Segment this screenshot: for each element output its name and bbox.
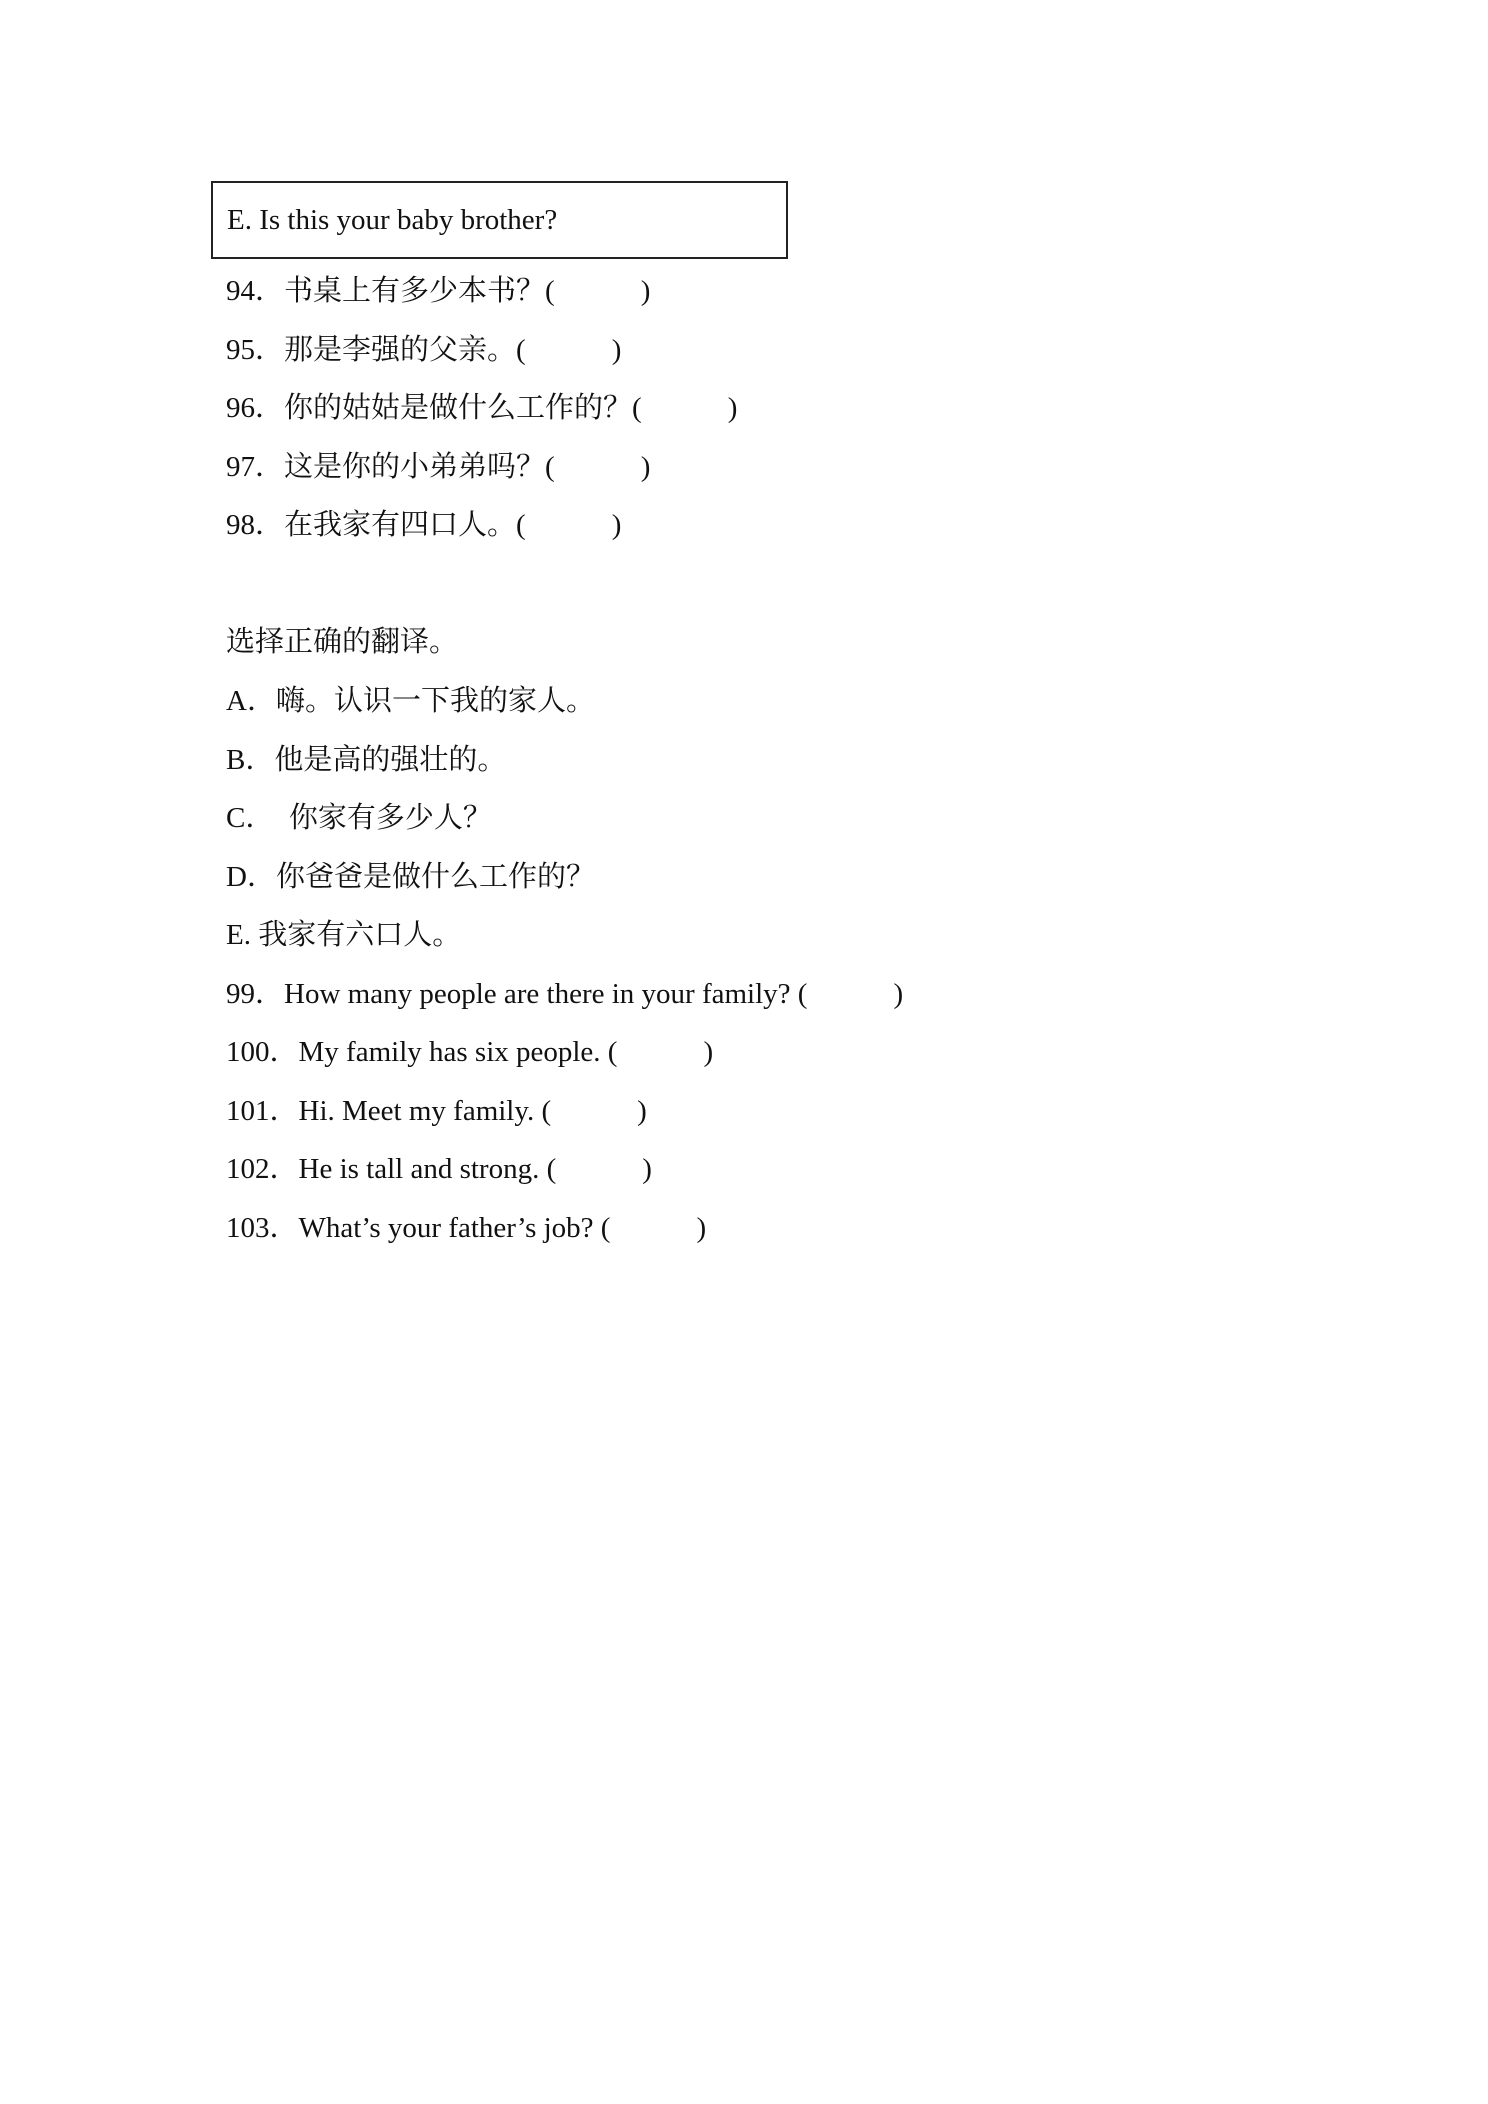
question-text: How many people are there in your family? (: [284, 978, 808, 1010]
question-number: 97．: [226, 451, 285, 483]
question-number: 98．: [226, 509, 285, 541]
option-a: [226, 681, 595, 721]
question-95: [226, 330, 621, 370]
close-paren: ): [611, 334, 622, 366]
option-text: 你家有多少人？: [274, 802, 492, 834]
question-number: 95．: [226, 334, 285, 366]
question-97: [226, 447, 650, 487]
question-text: 那是李强的父亲。(: [284, 334, 526, 366]
question-text: 书桌上有多少本书？(: [284, 275, 555, 307]
question-103: [226, 1208, 706, 1248]
question-number: 99．: [226, 978, 285, 1010]
close-paren: ): [893, 978, 904, 1010]
question-96: [226, 388, 737, 428]
question-text: 你的姑姑是做什么工作的？(: [284, 392, 642, 424]
close-paren: ): [727, 392, 738, 424]
option-c: [226, 798, 492, 838]
close-paren: ): [640, 275, 651, 307]
close-paren: ): [642, 1153, 652, 1185]
option-box-text: E. Is this your baby brother?: [227, 204, 558, 236]
question-100: [226, 1032, 713, 1072]
option-b: [226, 740, 506, 780]
question-99: [226, 974, 903, 1014]
question-number: 96．: [226, 392, 285, 424]
option-text: 他是高的强壮的。: [274, 744, 507, 776]
option-label: A．: [226, 685, 276, 717]
option-text: 嗨。认识一下我的家人。: [275, 685, 595, 717]
close-paren: ): [640, 451, 651, 483]
question-101: [226, 1091, 647, 1131]
question-94: [226, 271, 650, 311]
question-number: 101．: [226, 1095, 299, 1127]
question-number: 94．: [226, 275, 285, 307]
question-text: 在我家有四口人。(: [284, 509, 526, 541]
close-paren: ): [703, 1036, 714, 1068]
question-98: [226, 505, 621, 545]
close-paren: ): [611, 509, 622, 541]
question-text: 这是你的小弟弟吗？(: [284, 451, 555, 483]
question-102: [226, 1149, 652, 1189]
question-number: 103．: [226, 1212, 299, 1244]
question-number: 100．: [226, 1036, 299, 1068]
option-label: E.: [226, 919, 251, 951]
question-number: 102．: [226, 1153, 299, 1185]
option-e: [226, 915, 461, 955]
option-box-e: [211, 181, 788, 259]
question-text: He is tall and strong. (: [298, 1153, 557, 1185]
option-text: 你爸爸是做什么工作的？: [275, 861, 595, 893]
option-label: D．: [226, 861, 276, 893]
option-label: C．: [226, 802, 275, 834]
question-text: Hi. Meet my family. (: [298, 1095, 552, 1127]
section-instruction: [226, 622, 458, 662]
option-d: [226, 857, 595, 897]
option-label: B．: [226, 744, 275, 776]
instruction-text: 选择正确的翻译。: [226, 626, 459, 658]
question-text: My family has six people. (: [298, 1036, 618, 1068]
close-paren: ): [696, 1212, 707, 1244]
option-text: 我家有六口人。: [250, 919, 462, 951]
close-paren: ): [637, 1095, 647, 1127]
question-text: What’s your father’s job? (: [298, 1212, 611, 1244]
